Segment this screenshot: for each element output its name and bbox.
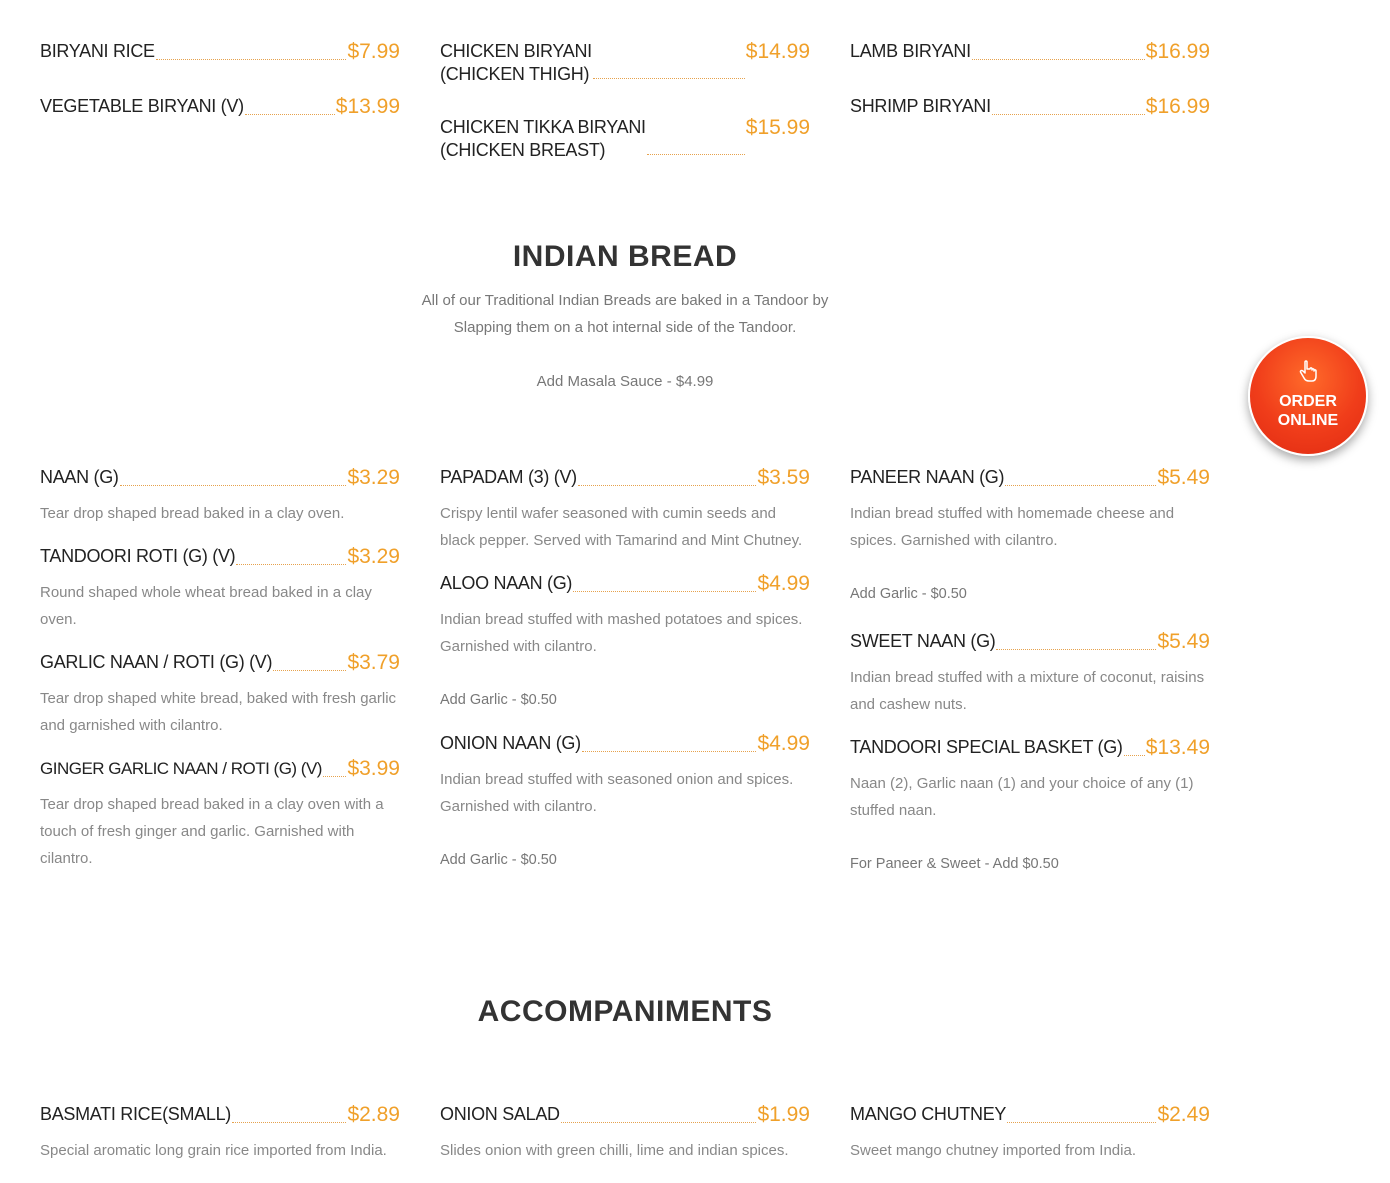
menu-item [440,572,810,714]
item-price: $3.59 [757,466,810,489]
menu-item [440,1103,810,1164]
dotted-leader [996,630,1156,650]
biryani-menu-grid [40,40,1210,180]
item-description: Sweet mango chutney imported from India. [850,1142,1136,1159]
item-note: Add Garlic - $0.50 [440,692,557,708]
item-name: TANDOORI SPECIAL BASKET (G) [850,737,1123,757]
menu-column [440,466,810,896]
item-price: $16.99 [1145,40,1210,63]
item-price: $3.29 [347,466,400,489]
item-price: $3.99 [347,757,400,780]
item-description: Special aromatic long grain rice imported from India. [40,1142,387,1159]
item-price: $4.99 [757,732,810,755]
dotted-leader [273,651,346,671]
dotted-leader [573,572,756,592]
item-description: Tear drop shaped bread baked in a clay oven with a touch of fresh ginger and garlic. Garnished with cilantro. [40,796,384,867]
bread-description: All of our Traditional Indian Breads are baked in a Tandoor by Slapping them on a hot internal side of the Tandoor. [421,292,829,336]
dotted-leader [1005,466,1156,486]
item-price: $2.89 [347,1103,400,1126]
item-description: Slides onion with green chilli, lime and indian spices. [440,1142,789,1159]
dotted-leader [561,1103,757,1123]
dotted-leader [578,466,757,486]
dotted-leader [593,40,745,79]
item-price: $3.79 [347,651,400,674]
item-price: $5.49 [1157,466,1210,489]
item-description: Indian bread stuffed with mashed potatoes and spices. Garnished with cilantro. [440,611,803,655]
menu-column [440,40,810,180]
item-description: Tear drop shaped bread baked in a clay oven. [40,505,345,522]
item-description: Indian bread stuffed with a mixture of coconut, raisins and cashew nuts. [850,669,1205,713]
order-online-button[interactable] [1248,336,1368,456]
dotted-leader [582,732,757,752]
item-description: Tear drop shaped white bread, baked with fresh garlic and garnished with cilantro. [40,690,397,734]
menu-item [40,545,400,633]
bread-menu-grid [40,466,1210,896]
item-price: $5.49 [1157,630,1210,653]
menu-item [440,466,810,554]
dotted-leader [236,545,346,565]
menu-item [40,95,400,118]
dotted-leader [323,757,346,777]
item-description: Crispy lentil wafer seasoned with cumin seeds and black pepper. Served with Tamarind and Mint Chutney. [440,505,803,549]
item-price: $13.99 [335,95,400,118]
menu-item [40,757,400,872]
dotted-leader [647,116,745,155]
item-note: Add Garlic - $0.50 [850,586,967,602]
menu-item [850,630,1210,718]
item-description: Indian bread stuffed with seasoned onion and spices. Garnished with cilantro. [440,771,794,815]
item-price: $1.99 [757,1103,810,1126]
order-online-label: ORDER ONLINE [1277,393,1339,429]
item-note: For Paneer & Sweet - Add $0.50 [850,856,1059,872]
menu-item [850,95,1210,118]
item-name: ONION SALAD [440,1104,560,1124]
masala-sauce-note: Add Masala Sauce - $4.99 [536,373,714,390]
section-title-accompaniments: ACCOMPANIMENTS [477,995,773,1028]
item-name: PAPADAM (3) (V) [440,467,577,487]
item-price: $2.49 [1157,1103,1210,1126]
item-name: LAMB BIRYANI [850,41,971,61]
dotted-leader [1007,1103,1156,1123]
menu-item [440,116,810,162]
dotted-leader [232,1103,346,1123]
item-price: $13.49 [1145,736,1210,759]
accompaniments-menu-grid [40,1103,1210,1182]
menu-item [40,1103,400,1164]
menu-item [440,40,810,86]
menu-item [850,1103,1210,1164]
dotted-leader [972,40,1145,60]
menu-column [850,1103,1210,1182]
menu-column [40,1103,400,1182]
dotted-leader [992,95,1145,115]
item-price: $3.29 [347,545,400,568]
item-name: CHICKEN TIKKA BIRYANI (CHICKEN BREAST) [440,117,646,160]
item-name: MANGO CHUTNEY [850,1104,1007,1124]
item-name: NAAN (G) [40,467,119,487]
dotted-leader [120,466,347,486]
item-description: Indian bread stuffed with homemade cheese and spices. Garnished with cilantro. [850,505,1175,549]
hand-pointer-icon [1294,358,1322,386]
item-name: VEGETABLE BIRYANI (V) [40,96,244,116]
menu-column [850,466,1210,896]
section-title-indian-bread: INDIAN BREAD [512,240,738,273]
item-price: $16.99 [1145,95,1210,118]
item-name: CHICKEN BIRYANI (CHICKEN THIGH) [440,41,592,84]
menu-item [40,651,400,739]
item-name: ONION NAAN (G) [440,733,581,753]
item-price: $7.99 [347,40,400,63]
item-name: ALOO NAAN (G) [440,573,573,593]
dotted-leader [245,95,335,115]
dotted-leader [1124,736,1145,756]
item-price: $4.99 [757,572,810,595]
item-note: Add Garlic - $0.50 [440,852,557,868]
menu-item [440,732,810,874]
item-name: BASMATI RICE(SMALL) [40,1104,231,1124]
menu-item [850,40,1210,63]
menu-item [40,40,400,63]
menu-item [850,466,1210,608]
menu-column [850,40,1210,180]
item-name: GARLIC NAAN / ROTI (G) (V) [40,652,273,672]
item-name: PANEER NAAN (G) [850,467,1005,487]
item-price: $14.99 [745,40,810,63]
menu-item [850,736,1210,878]
item-price: $15.99 [745,116,810,139]
menu-item [40,466,400,527]
dotted-leader [156,40,347,60]
menu-column [440,1103,810,1182]
section-description [0,287,1250,341]
item-name: SHRIMP BIRYANI [850,96,991,116]
item-name: BIRYANI RICE [40,41,155,61]
menu-column [40,40,400,180]
item-name: GINGER GARLIC NAAN / ROTI (G) (V) [40,759,322,778]
item-description: Round shaped whole wheat bread baked in a clay oven. [40,584,372,628]
item-name: SWEET NAAN (G) [850,631,996,651]
item-name: TANDOORI ROTI (G) (V) [40,546,236,566]
menu-column [40,466,400,896]
item-description: Naan (2), Garlic naan (1) and your choice of any (1) stuffed naan. [850,775,1194,819]
